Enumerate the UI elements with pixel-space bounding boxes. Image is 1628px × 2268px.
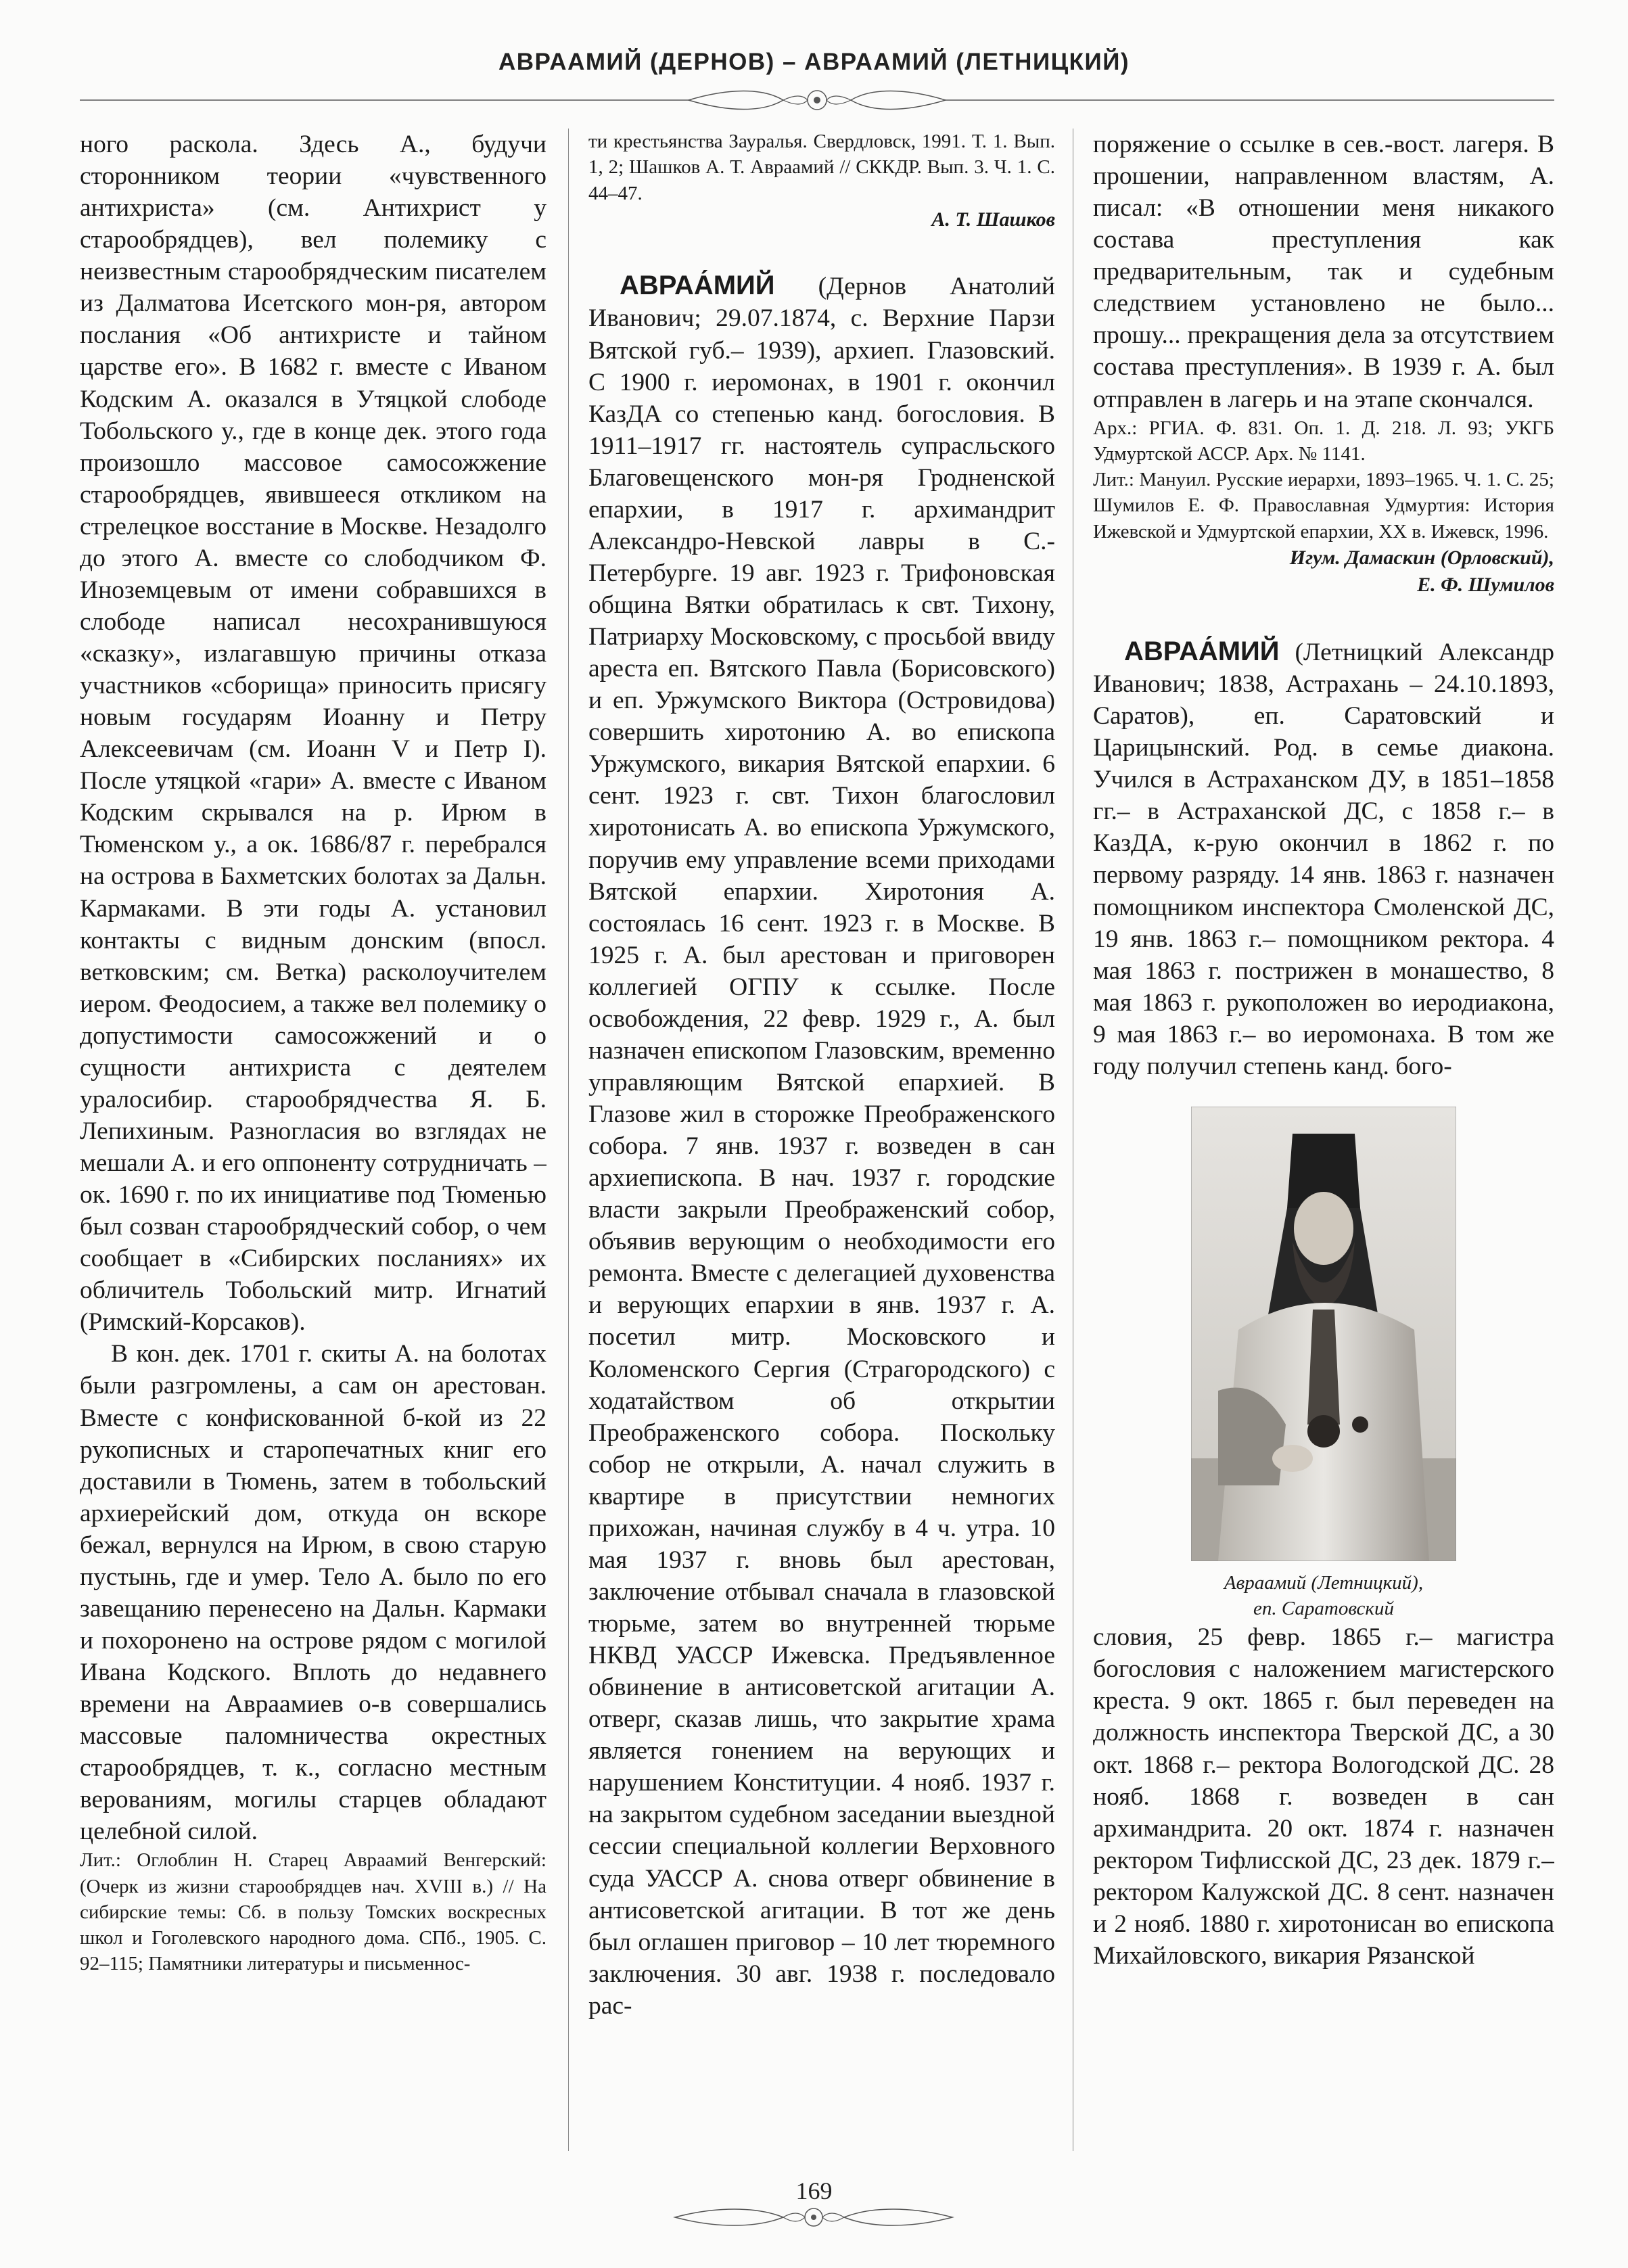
column-3 bbox=[1093, 129, 1554, 2151]
column-1 bbox=[80, 129, 546, 2151]
column-divider bbox=[568, 129, 569, 2151]
literature-note: ти крестьянства Зауралья. Свердловск, 1991. Т. 1. Вып. 1, 2; Шашков А. Т. Авраамий // СККДР. Вып. 3. Ч. 1. С. 44–47. bbox=[588, 131, 1055, 204]
header-ornament-icon bbox=[80, 87, 1554, 114]
column-2 bbox=[588, 129, 1055, 2151]
author-signature: Е. Ф. Шумилов bbox=[1417, 574, 1554, 597]
entry-text: (Летницкий Александр Иванович; 1838, Астрахань – 24.10.1893, Саратов), еп. Саратовский и Царицынский. Род. в семье диакона. Учился в Астраханском ДУ, в 1851–1858 гг.– в Астраханской ДС, с 1858 г.– в КазДА, к-рую окончил в 1862 г. по первому разряду. 14 янв. 1863 г. назначен помощником инспектора Смоленской ДС, 19 янв. 1863 г.– помощником ректора. 4 мая 1863 г. пострижен в монашество, 8 мая 1863 г. рукоположен во иеродиакона, 9 мая 1863 г.– во иеромонаха. В том же году получил степень канд. бого- bbox=[1093, 638, 1554, 1080]
text-columns bbox=[80, 129, 1554, 2151]
literature-note: Лит.: Мануил. Русские иерархи, 1893–1965. Ч. 1. С. 25; Шумилов Е. Ф. Православная Удмуртия: История Ижевской и Удмуртской епархии, XX в. Ижевск, 1996. bbox=[1093, 469, 1554, 542]
footer-ornament-icon bbox=[661, 2204, 966, 2231]
paragraph: словия, 25 февр. 1865 г.– магистра богословия с наложением магистерского креста. 9 окт. 1865 г. был переведен на должность инспектора Тверской ДС, а 30 окт. 1868 г.– ректора Вологодской ДС. 28 нояб. 1868 г. возведен в сан архимандрита. 20 окт. 1874 г. назначен ректором Тифлисской ДС, 23 дек. 1879 г.– ректором Калужской ДС. 8 сент. назначен и 2 нояб. 1880 г. хиротонисан во епископа Михайловского, викария Рязанской bbox=[1093, 1623, 1554, 1970]
portrait-photo bbox=[1191, 1107, 1456, 1561]
author-signature: А. Т. Шашков bbox=[931, 208, 1055, 231]
entry-paragraph bbox=[588, 269, 1055, 2022]
literature-note: Лит.: Оглоблин Н. Старец Авраамий Венгерский: (Очерк из жизни старообрядцев нач. XVIII в.) // На сибирские темы: Сб. в пользу Томских воскресных школ и Гоголевского народного дома. СПб., 1905. С. 92–115; Памятники литературы и письменнос- bbox=[80, 1849, 546, 1975]
running-head: АВРААМИЙ (ДЕРНОВ) – АВРААМИЙ (ЛЕТНИЦКИЙ) bbox=[498, 49, 1130, 75]
entry-headword: АВРАА́МИЙ bbox=[1124, 636, 1280, 666]
paragraph: поряжение о ссылке в сев.-вост. лагеря. В прошении, направленном властям, А. писал: «В отношении меня никакого состава преступления как предварительным, так и судебным следствием установлено не было... прошу... прекращения дела за отсутствием состава преступления». В 1939 г. А. был отправлен в лагерь и на этапе скончался. bbox=[1093, 131, 1554, 413]
entry-headword: АВРАА́МИЙ bbox=[620, 271, 775, 301]
caption-line: еп. Саратовский bbox=[1253, 1597, 1394, 1619]
entry-paragraph bbox=[1093, 634, 1554, 1082]
portrait-caption bbox=[1093, 1571, 1554, 1621]
entry-text: (Дернов Анатолий Иванович; 29.07.1874, с. Верхние Парзи Вятской губ.– 1939), архиеп. Глазовский. С 1900 г. иеромонах, в 1901 г. окончил КазДА со степенью канд. богословия. В 1911–1917 гг. настоятель супрасльского Благовещенского мон-ря Гродненской епархии, в 1917 г. архимандрит Александро-Невской лавры в С.-Петербурге. 19 авг. 1923 г. Трифоновская община Вятки обратилась к свт. Тихону, Патриарху Московскому, с просьбой ввиду ареста еп. Вятского Павла (Борисовского) и еп. Уржумского Виктора (Островидова) совершить хиротонию А. во епископа Уржумского, викария Вятской епархии. 6 сент. 1923 г. свт. Тихон благословил хиротонисать А. во епископа Уржумского, поручив ему управление всеми приходами Вятской епархии. Хиротония А. состоялась 16 сент. 1923 г. в Москве. В 1925 г. А. был арестован и приговорен коллегией ОГПУ к ссылке. После освобождения, 22 февр. 1929 г., А. был назначен епископом Глазовским, временно управляющим Вятской епархией. В Глазове жил в сторожке Преображенского собора. 7 янв. 1937 г. возведен в сан архиепископа. В нач. 1937 г. городские власти закрыли Преображенский собор, объявив верующим о необходимости его ремонта. Вместе с делегацией духовенства и верующих епархии в янв. 1937 г. А. посетил митр. Московского и Коломенского Сергия (Страгородского) с ходатайством об открытии Преображенского собора. Поскольку собор не открыли, А. начал служить в квартире в присутствии немногих прихожан, начиная службу в 4 ч. утра. 10 мая 1937 г. вновь был арестован, заключение отбывал сначала в глазовской тюрьме, затем во внутренней тюрьме НКВД УАССР Ижевска. Предъявленное обвинение в антисоветской агитации А. отверг, сказав лишь, что закрытие храма является гонением на верующих и нарушением Конституции. 4 нояб. 1937 г. на закрытом судебном заседании выездной сессии специальной коллегии Верховного суда УАССР А. снова отверг обвинение в антисоветской агитации. В тот же день был оглашен приговор – 10 лет тюремного заключения. 30 авг. 1938 г. последовало рас- bbox=[588, 273, 1055, 2020]
author-signature: Игум. Дамаскин (Орловский), bbox=[1289, 546, 1554, 569]
archive-note: Арх.: РГИА. Ф. 831. Оп. 1. Д. 218. Л. 93; УКГБ Удмуртской АССР. Арх. № 1141. bbox=[1093, 417, 1554, 465]
paragraph: В кон. дек. 1701 г. скиты А. на болотах были разгромлены, а сам он арестован. Вместе с конфискованной б-кой из 22 рукописных и старопечатных книг его доставили в Тюмень, затем в тобольский архиерейский дом, откуда он вскоре бежал, вернулся на Ирюм, в свою старую пустынь, где и умер. Тело А. было по его завещанию перенесено на Дальн. Кармаки и похоронено на острове рядом с могилой Ивана Кодского. Вплоть до недавнего времени на Авраамиев о-в совершались массовые паломничества окрестных старообрядцев, т. к., согласно местным верованиям, могилы старцев обладают целебной силой. bbox=[80, 1340, 546, 1846]
caption-line: Авраамий (Летницкий), bbox=[1224, 1571, 1424, 1594]
page-number: 169 bbox=[795, 2177, 833, 2204]
paragraph: ного раскола. Здесь А., будучи сторонником теории «чувственного антихриста» (см. Антихрист у старообрядцев), вел полемику с неизвестным старообрядческим писателем из Далматова Исетского мон-ря, автором послания «Об антихристе и тайном царстве его». В 1682 г. вместе с Иваном Кодским А. оказался в Утяцкой слободе Тобольского у., где в конце дек. этого года произошло массовое самосожжение старообрядцев, явившееся откликом на стрелецкое восстание в Москве. Незадолго до этого А. вместе со слободчиком Ф. Иноземцевым от имени собравшихся в слободе написал несохранившуюся «сказку», излагавшую причины отказа участников «сборища» приносить присягу новым государям Иоанну и Петру Алексеевичам (см. Иоанн V и Петр I). После утяцкой «гари» А. вместе с Иваном Кодским скрывался на р. Ирюм в Тюменском у., а ок. 1686/87 г. перебрался на острова в Бахметских болотах за Дальн. Кармаками. В эти годы А. установил контакты с видным донским (впосл. ветковским; см. Ветка) расколоучителем иером. Феодосием, а также вел полемику о допустимости самосожжений и о сущности антихриста с деятелем уралосибир. старообрядчества Я. Б. Лепихиным. Разногласия во взглядах не мешали А. и его оппоненту сотрудничать – ок. 1690 г. по их инициативе под Тюменью был созван старообрядческий собор, о чем сообщает в «Сибирских посланиях» их обличитель Тобольский митр. Игнатий (Римский-Корсаков). bbox=[80, 131, 546, 1337]
